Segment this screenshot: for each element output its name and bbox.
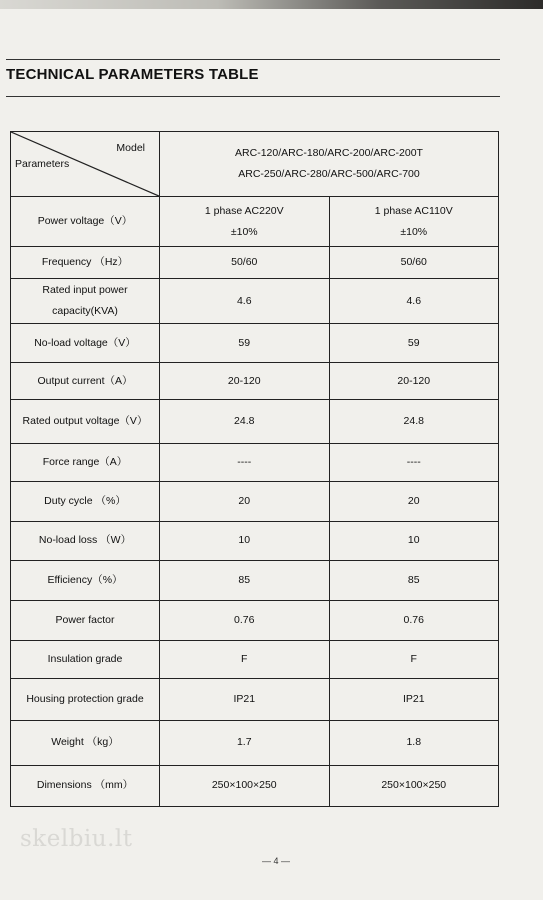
param-label: No-load voltage（V）: [11, 324, 160, 363]
page-title: TECHNICAL PARAMETERS TABLE: [6, 66, 259, 83]
page-number: — 4 —: [262, 856, 291, 866]
title-rule: [6, 96, 500, 97]
top-rule: [6, 59, 500, 60]
param-label: Housing protection grade: [11, 678, 160, 720]
value-220v: 250×100×250: [160, 765, 330, 806]
value-110v: 0.76: [329, 600, 499, 640]
param-label: Duty cycle （%）: [11, 482, 160, 521]
value-line: ±10%: [400, 225, 428, 238]
param-label: Output current（A）: [11, 363, 160, 400]
param-label: [11, 279, 160, 324]
parameters-label: Parameters: [15, 158, 70, 170]
value-220v: [160, 197, 330, 247]
model-label: Model: [116, 142, 145, 154]
table-row: [11, 765, 499, 806]
value-220v: 85: [160, 560, 330, 600]
value-110v: 85: [329, 560, 499, 600]
param-label: Efficiency（%）: [11, 560, 160, 600]
param-label: No-load loss （W）: [11, 521, 160, 560]
value-220v: 20-120: [160, 363, 330, 400]
value-110v: 1.8: [329, 720, 499, 765]
value-110v: ----: [329, 444, 499, 482]
table-row: [11, 640, 499, 678]
param-label: Force range（A）: [11, 444, 160, 482]
param-label: Dimensions （mm）: [11, 765, 160, 806]
value-220v: ----: [160, 444, 330, 482]
param-label: Power factor: [11, 600, 160, 640]
param-label-line: Rated input power: [42, 284, 128, 297]
value-110v: 20-120: [329, 363, 499, 400]
value-line: 1 phase AC110V: [374, 204, 453, 217]
value-line: 1 phase AC220V: [204, 204, 284, 217]
value-110v: F: [329, 640, 499, 678]
value-220v: 20: [160, 482, 330, 521]
table-row: [11, 279, 499, 324]
value-220v: IP21: [160, 678, 330, 720]
table-row: [11, 482, 499, 521]
table-row: [11, 600, 499, 640]
table-row: [11, 720, 499, 765]
model-list-line-2: ARC-250/ARC-280/ARC-500/ARC-700: [238, 168, 420, 181]
value-220v: 10: [160, 521, 330, 560]
table-row: [11, 521, 499, 560]
value-110v: 24.8: [329, 400, 499, 444]
value-110v: IP21: [329, 678, 499, 720]
value-110v: [329, 197, 499, 247]
value-220v: 50/60: [160, 247, 330, 279]
value-220v: 1.7: [160, 720, 330, 765]
value-220v: 4.6: [160, 279, 330, 324]
value-110v: 10: [329, 521, 499, 560]
value-220v: F: [160, 640, 330, 678]
table-row: [11, 400, 499, 444]
table-row: [11, 444, 499, 482]
value-line: ±10%: [230, 225, 258, 238]
param-label: Frequency （Hz）: [11, 247, 160, 279]
value-220v: 24.8: [160, 400, 330, 444]
watermark: skelbiu.lt: [20, 826, 133, 852]
header-diagonal-cell: [11, 132, 160, 197]
table-row: [11, 560, 499, 600]
table-row: [11, 324, 499, 363]
header-row: [11, 132, 499, 197]
value-110v: 50/60: [329, 247, 499, 279]
value-110v: 20: [329, 482, 499, 521]
param-label: Rated output voltage（V）: [11, 400, 160, 444]
top-border-band: [0, 0, 543, 9]
param-label: Weight （kg）: [11, 720, 160, 765]
value-220v: 59: [160, 324, 330, 363]
value-220v: 0.76: [160, 600, 330, 640]
parameters-table: [10, 131, 499, 807]
model-list-line-1: ARC-120/ARC-180/ARC-200/ARC-200T: [235, 147, 423, 160]
value-110v: 59: [329, 324, 499, 363]
table-row: [11, 247, 499, 279]
param-label: Power voltage（V）: [11, 197, 160, 247]
table-row: [11, 678, 499, 720]
table-row: [11, 197, 499, 247]
param-label: Insulation grade: [11, 640, 160, 678]
table-row: [11, 363, 499, 400]
value-110v: 4.6: [329, 279, 499, 324]
param-label-line: capacity(KVA): [52, 305, 118, 318]
model-list-cell: [160, 132, 499, 197]
value-110v: 250×100×250: [329, 765, 499, 806]
